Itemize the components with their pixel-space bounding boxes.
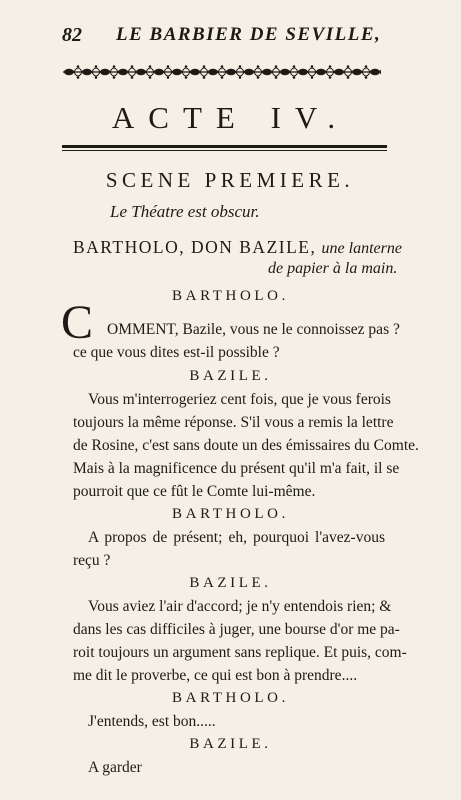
speaker-label: BAZILE. bbox=[189, 368, 272, 384]
character-list bbox=[73, 237, 402, 258]
dialogue-line: Mais à la magnificence du présent qu'il m'a fait, il se bbox=[73, 460, 400, 477]
speaker-label: BARTHOLO. bbox=[172, 690, 289, 706]
drop-cap: C bbox=[61, 296, 94, 349]
character-note-continued: de papier à la main. bbox=[268, 260, 398, 277]
running-title: LE BARBIER DE SEVILLE, bbox=[116, 24, 382, 45]
speaker-label: BARTHOLO. bbox=[172, 288, 289, 304]
stage-direction: Le Théatre est obscur. bbox=[110, 202, 260, 221]
dialogue-line: roit toujours un argument sans replique. Et puis, com- bbox=[73, 644, 407, 661]
speaker-label: BAZILE. bbox=[189, 575, 272, 591]
dialogue-line: reçu ? bbox=[73, 552, 111, 569]
dialogue-line: toujours la même réponse. S'il vous a remis la lettre bbox=[73, 414, 394, 431]
dialogue-line: A propos de présent; eh, pourquoi l'avez-vous bbox=[88, 529, 385, 546]
running-head bbox=[62, 24, 381, 50]
scene-title: SCENE PREMIERE. bbox=[105, 168, 355, 192]
character-names: BARTHOLO, DON BAZILE, bbox=[73, 237, 317, 257]
character-note: une lanterne bbox=[321, 240, 402, 257]
dialogue-line: J'entends, est bon..... bbox=[88, 713, 216, 730]
speaker-label: BAZILE. bbox=[189, 736, 272, 752]
ornament-headband bbox=[63, 64, 381, 80]
dialogue-line: OMMENT, Bazile, vous ne le connoissez pas ? bbox=[107, 321, 400, 338]
dialogue-line: Vous m'interrogeriez cent fois, que je vous ferois bbox=[88, 391, 391, 408]
dialogue-line: pourroit que ce fût le Comte lui-même. bbox=[73, 483, 316, 500]
dialogue-line: de Rosine, c'est sans doute un des émissaires du Comte. bbox=[73, 437, 419, 454]
speaker-label: BARTHOLO. bbox=[172, 506, 289, 522]
double-rule-divider bbox=[62, 145, 387, 152]
dialogue-line: ce que vous dites est-il possible ? bbox=[73, 344, 280, 361]
page-number: 82 bbox=[62, 24, 82, 46]
dialogue-line: A garder bbox=[88, 759, 142, 776]
dialogue-line: dans les cas difficiles à juger, une bourse d'or me pa- bbox=[73, 621, 400, 638]
dialogue-line: me dit le proverbe, ce qui est bon à prendre.... bbox=[73, 667, 358, 684]
dialogue-line: Vous aviez l'air d'accord; je n'y entendois rien; & bbox=[88, 598, 392, 615]
act-title: ACTE IV. bbox=[111, 100, 350, 135]
